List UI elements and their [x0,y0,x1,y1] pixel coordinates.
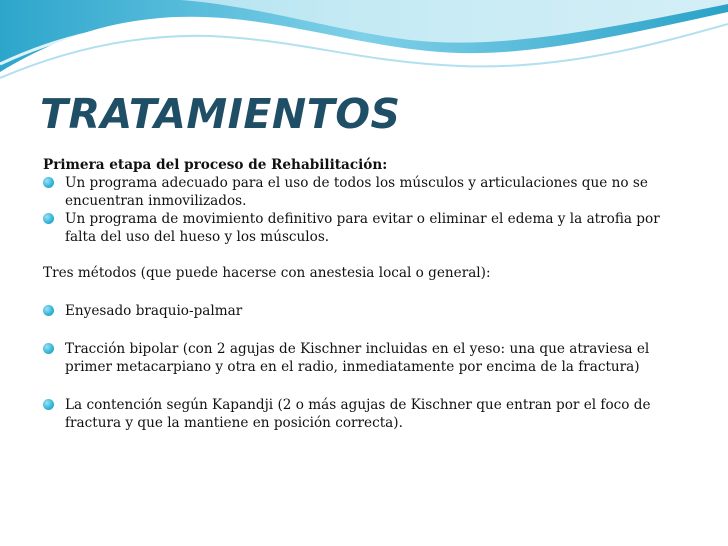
bullet-icon [43,177,54,188]
methods-intro: Tres métodos (que puede hacerse con anestesia local o general): [43,265,491,281]
bullet-text: Tracción bipolar (con 2 agujas de Kischner incluidas en el yeso: una que atraviesa el primer metacarpiano y otra en el radio, inmediatamente por encima de la fractura) [65,341,650,375]
bullet-text: La contención según Kapandji (2 o más agujas de Kischner que entran por el foco de fractura y que la mantiene en posición correcta). [65,397,651,431]
section-heading: Primera etapa del proceso de Rehabilitación: [43,157,388,173]
bullet-item [43,302,683,320]
bullet-text: Un programa adecuado para el uso de todos los músculos y articulaciones que no se encuentran inmovilizados. [65,175,648,209]
bullet-icon [43,343,54,354]
bullet-item [43,396,683,432]
bullet-item [43,340,683,376]
slide-title: TRATAMIENTOS [40,90,401,138]
bullet-icon [43,305,54,316]
slide-content [43,156,683,432]
bullet-icon [43,213,54,224]
bullet-text: Un programa de movimiento definitivo para evitar o eliminar el edema y la atrofia por falta del uso del hueso y los músculos. [65,211,660,245]
bullet-item [43,174,683,210]
bullet-text: Enyesado braquio-palmar [65,303,243,319]
bullet-item [43,210,683,246]
bullet-icon [43,399,54,410]
header-wave-decoration [0,0,728,90]
